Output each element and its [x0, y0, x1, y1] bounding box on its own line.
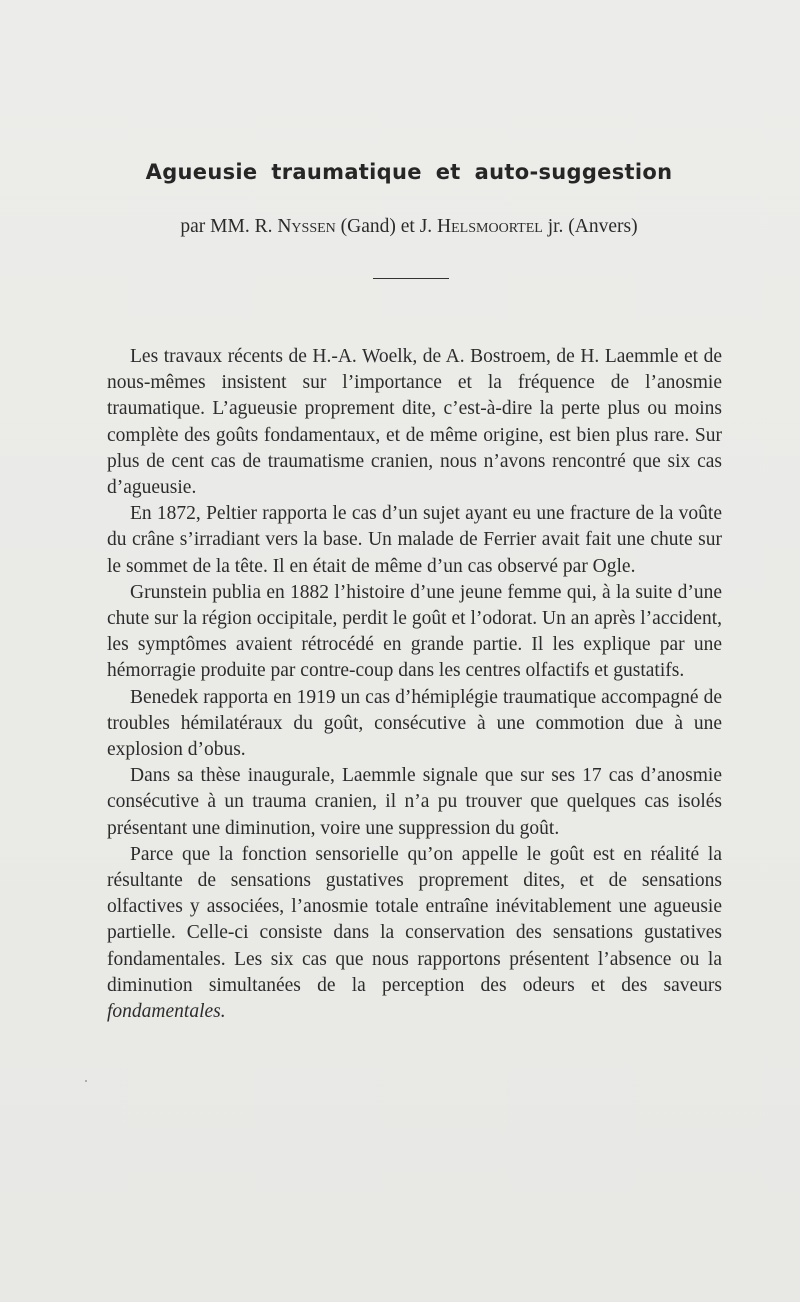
author-byline: [0, 216, 800, 238]
title-word: Agueusie: [145, 160, 258, 184]
title-divider: [373, 278, 449, 279]
paragraph: En 1872, Peltier rapporta le cas d’un sujet ayant eu une fracture de la voûte du crâne s’irradiant vers la base. Un malade de Ferrier avait fait une chute sur le sommet de la tête. Il en était de même d’un cas observé par Ogle.: [107, 503, 722, 577]
author-helsmoortel: Helsmoortel: [437, 216, 543, 237]
article-title: [0, 160, 800, 184]
emphasized-word: fondamentales.: [107, 1001, 226, 1023]
title-word: auto-suggestion: [474, 160, 673, 184]
print-speck: [85, 1080, 87, 1082]
author-nyssen: Nyssen: [277, 216, 336, 237]
paragraph-final: [107, 842, 722, 1025]
final-paragraph-text: Parce que la fonction sensorielle qu’on appelle le goût est en réalité la résultante de sensations gustatives proprement dites, et de sensations olfactives y associées, l’anosmie totale entraîne inévitablement une agueusie partielle. Celle-ci consiste dans la conservation des sensations gustatives fondamentales. Les six cas que nous rapportons présentent l’absence ou la diminution simultanées de la perception des odeurs et des saveurs: [107, 843, 722, 996]
byline-prefix: par MM. R.: [180, 216, 273, 237]
paragraph: Benedek rapporta en 1919 un cas d’hémiplégie traumatique accompagné de troubles hémilatéraux du goût, consécutive à une commotion due à une explosion d’obus.: [107, 686, 722, 761]
article-body: [107, 344, 722, 1025]
paragraph: Grunstein publia en 1882 l’histoire d’une jeune femme qui, à la suite d’une chute sur la région occipitale, perdit le goût et l’odorat. Un an après l’accident, les symptômes avaient rétrocédé en grande partie. Il les explique par une hémorragie produite par contre-coup dans les centres olfactifs et gustatifs.: [107, 581, 722, 682]
title-word: et: [435, 160, 461, 184]
byline-location-2: jr. (Anvers): [547, 216, 638, 237]
byline-location-1: (Gand) et J.: [340, 216, 433, 237]
title-word: traumatique: [271, 160, 422, 184]
paragraph: Les travaux récents de H.-A. Woelk, de A. Bostroem, de H. Laemmle et de nous-mêmes insistent sur l’importance et la fréquence de l’anosmie traumatique. L’agueusie proprement dite, c’est-à-dire la perte plus ou moins complète des goûts fondamentaux, et de même origine, est bien plus rare. Sur plus de cent cas de traumatisme cranien, nous n’avons rencontré que six cas d’agueusie.: [107, 346, 722, 499]
paragraph: Dans sa thèse inaugurale, Laemmle signale que sur ses 17 cas d’anosmie consécutive à un trauma cranien, il n’a pu trouver que quelques cas isolés présentant une diminution, voire une suppression du goût.: [107, 765, 722, 839]
